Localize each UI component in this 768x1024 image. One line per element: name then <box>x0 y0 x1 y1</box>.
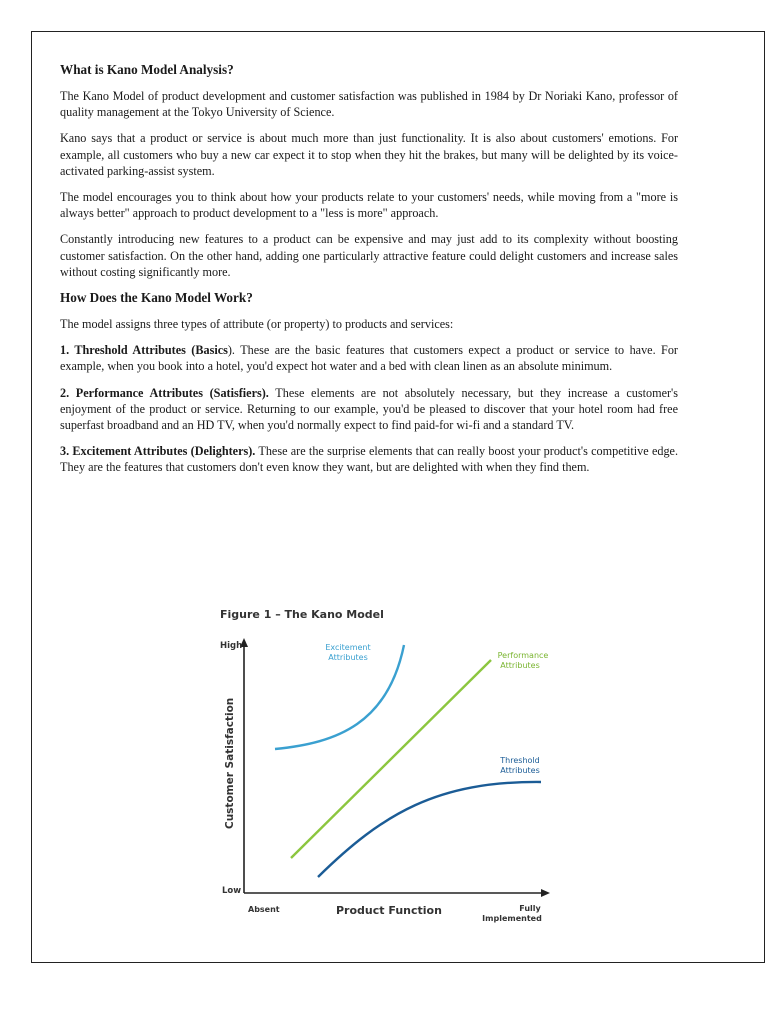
x-axis-arrow-icon <box>541 889 550 897</box>
attribute-performance <box>60 385 678 434</box>
attribute-performance-label: 2. Performance Attributes (Satisfiers). <box>60 385 269 400</box>
attribute-threshold-text: ). These are the basic features that customers expect a product or service to have. For example, when you book into a hotel, you'd expect hot water and a bed with clean linen as an absolute minimum. <box>60 343 678 374</box>
paragraph-2: Kano says that a product or service is about much more than just functionality. It is also about customers' emotions. For example, all customers who buy a new car expect it to stop when they hit the brakes, but many will be delighted by its voice-activated parking-assist system. <box>60 131 678 178</box>
attribute-performance-text: These elements are not absolutely necessary, but they increase a customer's enjoyment of the product or service. Returning to our example, you'd be pleased to discover that your hotel room had free superfast broadband and an HD TV, when you'd normally expect to find paid-for wi-fi and a standard TV. <box>60 385 678 433</box>
attribute-threshold <box>60 342 678 374</box>
y-axis-title: Customer Satisfaction <box>224 697 236 829</box>
attribute-excitement-label: 3. Excitement Attributes (Delighters). <box>60 444 256 459</box>
threshold-label-line2: Attributes <box>500 766 540 775</box>
x-axis-title: Product Function <box>336 904 442 917</box>
attribute-excitement <box>60 443 678 475</box>
heading-what-is-kano: What is Kano Model Analysis? <box>60 62 234 77</box>
performance-line <box>291 660 491 858</box>
paragraph-3: The model encourages you to think about how your products relate to your customers' needs, while moving from a "more is always better" approach to product development to a "less is more" approach. <box>60 190 678 221</box>
x-high-label-line1: Fully <box>519 904 541 913</box>
attribute-threshold-label: 1. Threshold Attributes (Basics <box>60 343 228 358</box>
x-high-label-line2: Implemented <box>482 914 542 923</box>
excitement-label-line2: Attributes <box>328 653 368 662</box>
kano-model-figure <box>208 603 558 929</box>
threshold-label-line1: Threshold <box>500 756 540 765</box>
paragraph-1: The Kano Model of product development and customer satisfaction was published in 1984 by Dr Noriaki Kano, professor of quality management at the Tokyo University of Science. <box>60 89 678 120</box>
y-low-label: Low <box>222 886 242 896</box>
heading-how-does-it-work: How Does the Kano Model Work? <box>60 290 253 306</box>
y-high-label: High <box>220 641 243 651</box>
paragraph-4: Constantly introducing new features to a product can be expensive and may just add to its complexity without boosting customer satisfaction. On the other hand, adding one particularly attractive feature could delight customers and increase sales without costing significantly more. <box>60 232 678 279</box>
kano-diagram <box>208 603 558 929</box>
document-content <box>60 62 678 486</box>
excitement-label-line1: Excitement <box>325 643 371 652</box>
figure-title: Figure 1 – The Kano Model <box>220 608 384 621</box>
performance-label-line2: Attributes <box>500 661 540 670</box>
performance-label-line1: Performance <box>497 651 549 660</box>
paragraph-intro: The model assigns three types of attribute (or property) to products and services: <box>60 317 454 332</box>
x-low-label: Absent <box>248 905 280 914</box>
attribute-excitement-text: These are the surprise elements that can really boost your product's competitive edge. They are the features that customers don't even know they want, but are delighted with when they find them. <box>60 444 678 475</box>
threshold-curve <box>318 782 541 877</box>
